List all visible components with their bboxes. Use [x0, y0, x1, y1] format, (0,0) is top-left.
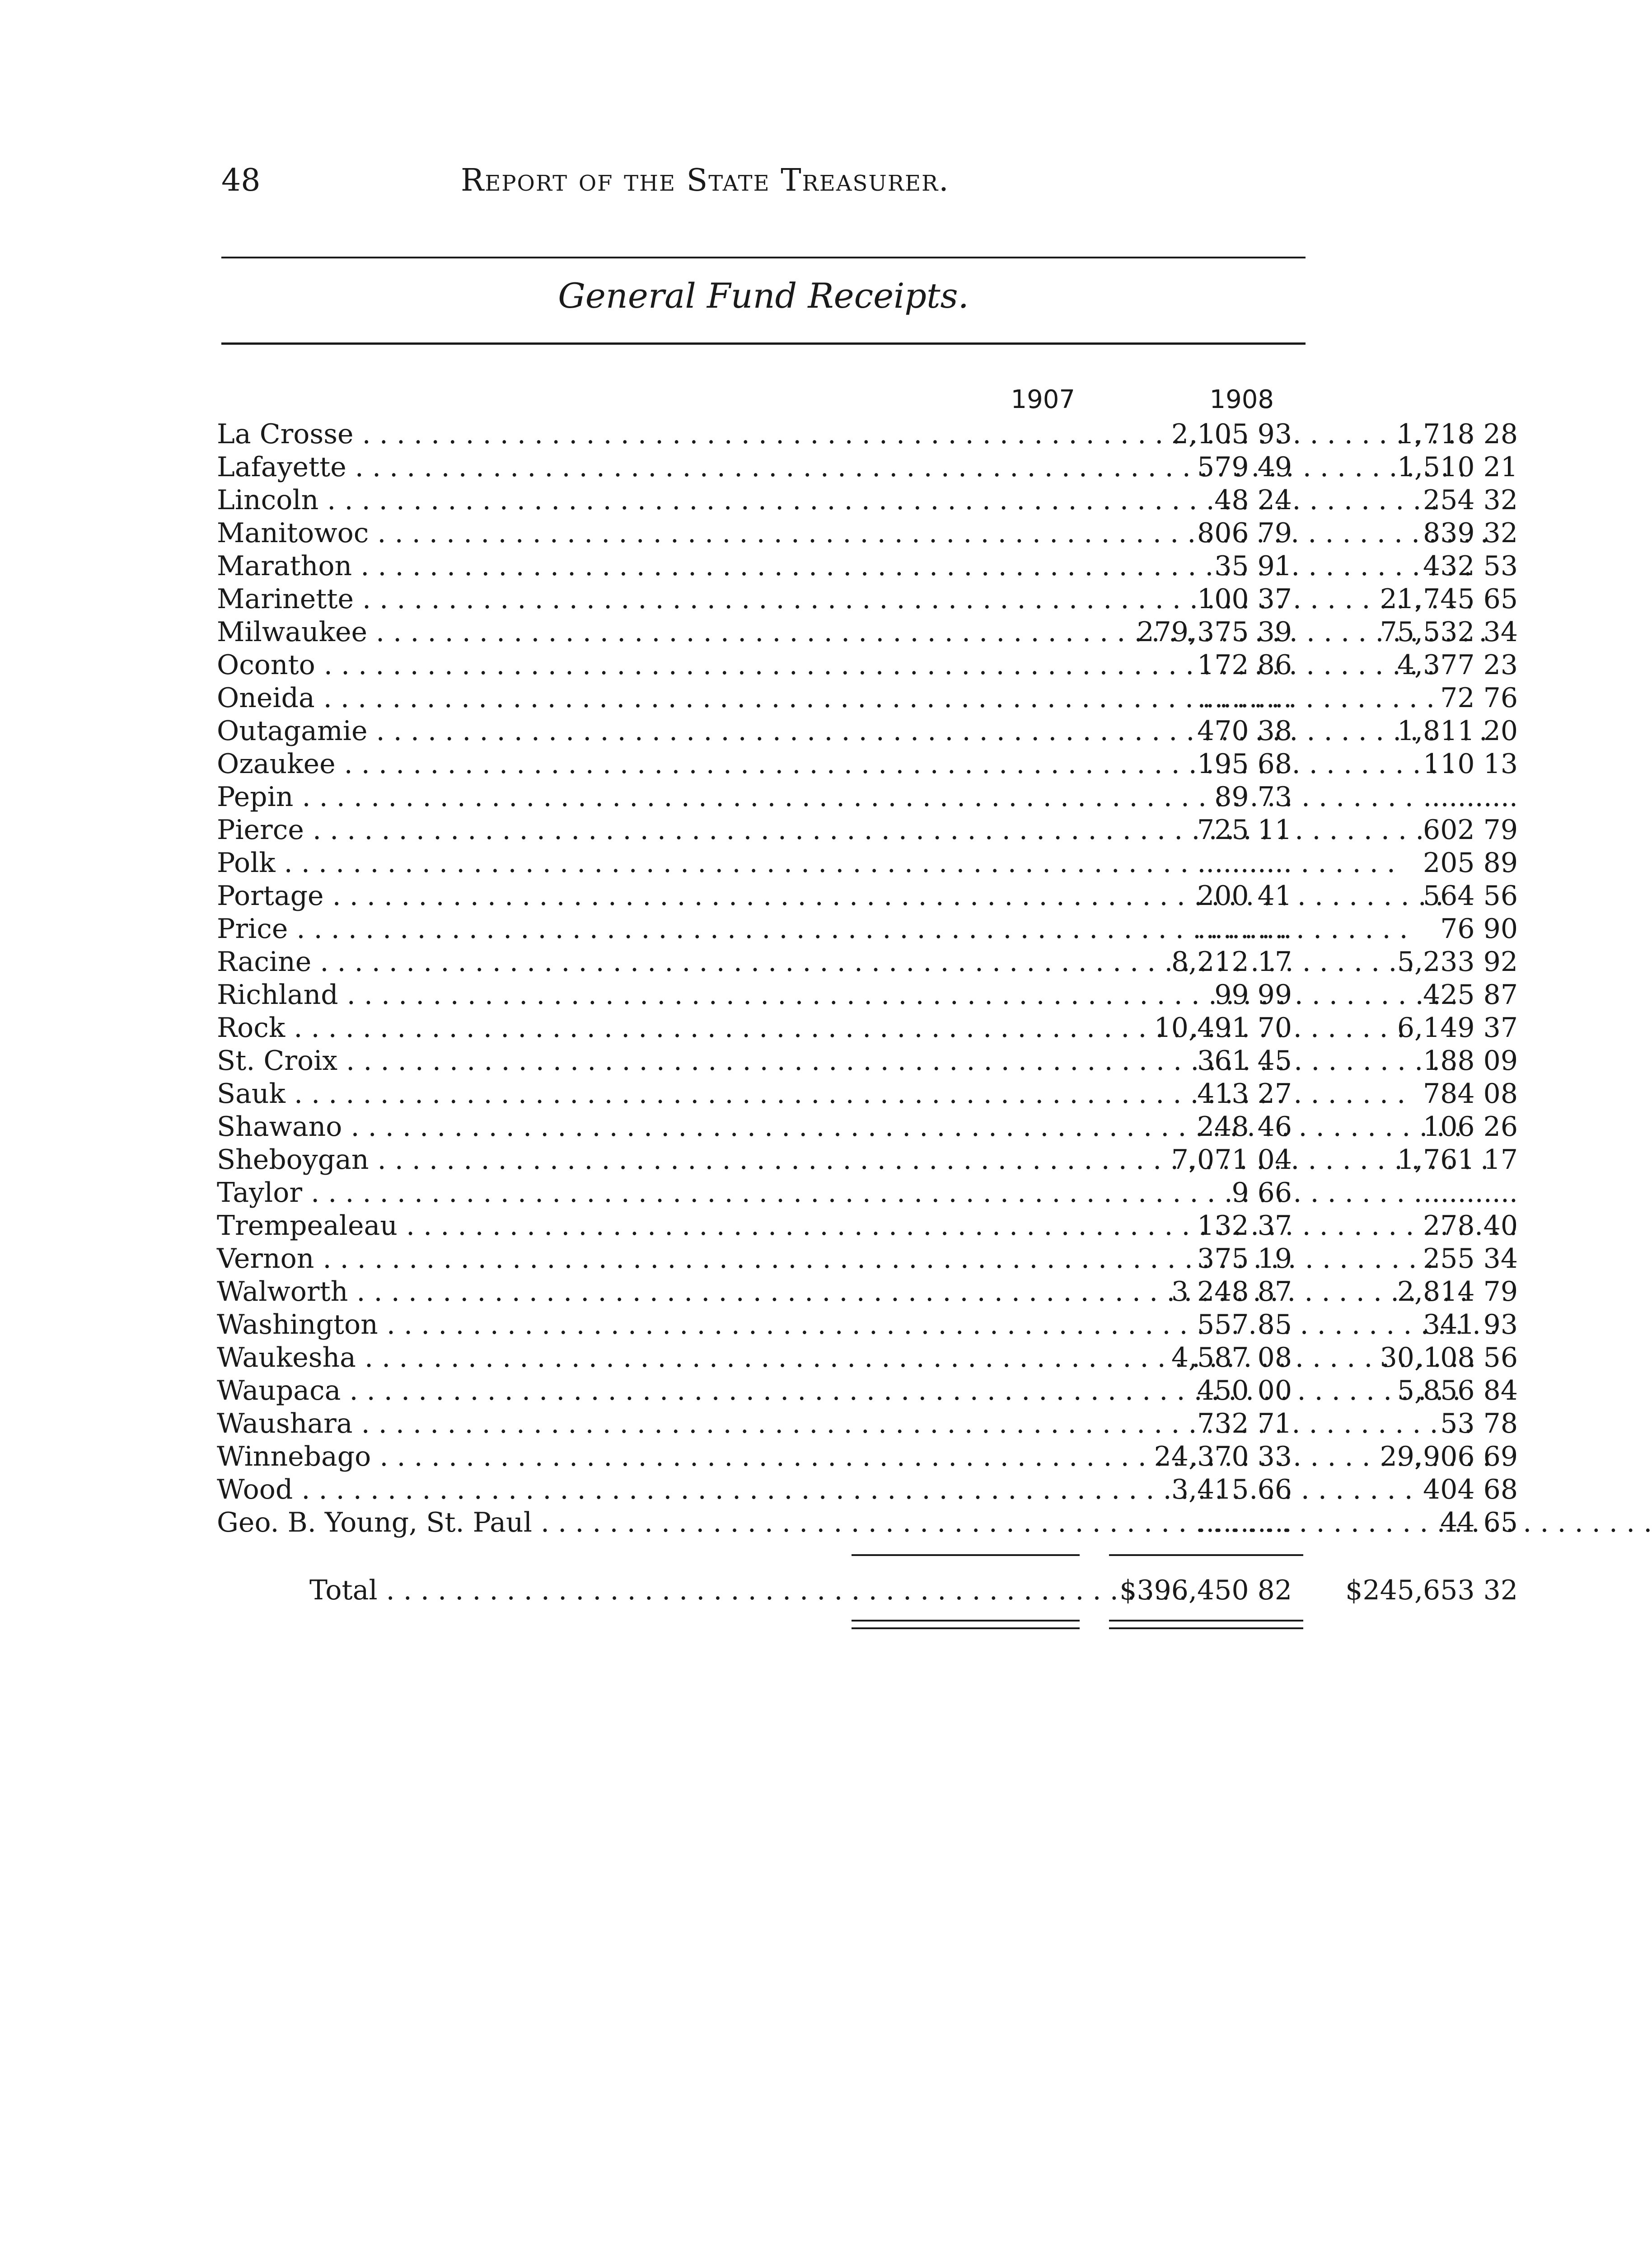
- value-1908: 255 34: [1423, 1243, 1518, 1275]
- county-name: Pepin . . .: [217, 781, 849, 814]
- value-1907: 361 45: [1197, 1045, 1292, 1077]
- title-rule: [221, 342, 1306, 345]
- table-row: [217, 616, 1518, 649]
- value-1907: 195 68: [1197, 748, 1292, 780]
- table-row: [217, 1341, 1518, 1374]
- table-row: [217, 946, 1518, 979]
- county-name: Vernon . . .: [217, 1242, 849, 1275]
- county-name: Winnebago . . .: [217, 1440, 849, 1473]
- table-row: [217, 1012, 1518, 1045]
- value-1908: 278 40: [1423, 1210, 1518, 1242]
- value-1908: 602 79: [1423, 814, 1518, 846]
- double-rule-1908-a: [1109, 1620, 1303, 1622]
- county-name: Shawano . . .: [217, 1111, 849, 1144]
- county-name: Geo. B. Young, St. Paul . . .: [217, 1506, 849, 1539]
- value-1907: 4,587 08: [1171, 1342, 1292, 1373]
- total-rule-1908: [1109, 1554, 1303, 1556]
- value-1907: 99 99: [1214, 979, 1292, 1011]
- county-name: Waukesha . . .: [217, 1341, 849, 1374]
- table-row: [217, 1374, 1518, 1407]
- value-1908: 21,745 65: [1380, 583, 1518, 615]
- table-row: [217, 979, 1518, 1012]
- column-header-1907: 1907: [1011, 385, 1075, 414]
- value-1907: 732 71: [1197, 1408, 1292, 1439]
- table-row: [217, 484, 1518, 517]
- value-1908: 1,811 20: [1397, 715, 1518, 747]
- table-row: [217, 913, 1518, 946]
- value-1908: 425 87: [1423, 979, 1518, 1011]
- county-name: Sheboygan . . .: [217, 1144, 849, 1176]
- value-1907: 8,212 17: [1171, 946, 1292, 978]
- value-1908: 72 76: [1440, 682, 1518, 714]
- county-name: Milwaukee . . .: [217, 616, 849, 649]
- receipts-table: [217, 418, 1518, 1539]
- value-1907: 89 73: [1214, 781, 1292, 813]
- value-1908: 254 32: [1423, 484, 1518, 516]
- county-name: Waupaca . . .: [217, 1374, 849, 1407]
- table-row: [217, 418, 1518, 451]
- value-1908: 432 53: [1423, 550, 1518, 582]
- value-1907: ...........: [1197, 847, 1292, 879]
- table-row: [217, 1506, 1518, 1539]
- table-row: [217, 880, 1518, 913]
- county-name: Oconto . . .: [217, 649, 849, 682]
- value-1908: ...........: [1423, 1177, 1518, 1209]
- value-1907: 725 11: [1197, 814, 1292, 846]
- table-row: [217, 814, 1518, 847]
- county-name: Manitowoc . . .: [217, 517, 849, 550]
- value-1908: 53 78: [1440, 1408, 1518, 1439]
- county-name: Washington . . .: [217, 1308, 849, 1341]
- table-row: [217, 1275, 1518, 1308]
- total-1908: $245,653 32: [1345, 1575, 1518, 1606]
- total-1907: $396,450 82: [1119, 1575, 1292, 1606]
- value-1908: 839 32: [1423, 517, 1518, 549]
- double-rule-1908-b: [1109, 1627, 1303, 1629]
- value-1907: 375 19: [1197, 1243, 1292, 1275]
- county-name: Portage . . .: [217, 880, 849, 913]
- page-header: [221, 160, 1306, 201]
- value-1907: 2,105 93: [1171, 418, 1292, 450]
- value-1907: 248 46: [1197, 1111, 1292, 1143]
- value-1908: 341 93: [1423, 1309, 1518, 1340]
- county-name: Oneida . . .: [217, 682, 849, 715]
- table-row: [217, 1209, 1518, 1242]
- value-1908: 1,761 17: [1397, 1144, 1518, 1176]
- value-1907: 7,071 04: [1171, 1144, 1292, 1176]
- value-1908: 75,532 34: [1380, 616, 1518, 648]
- county-name: Pierce . . .: [217, 814, 849, 847]
- value-1908: 404 68: [1423, 1474, 1518, 1505]
- value-1907: 132 37: [1197, 1210, 1292, 1242]
- value-1907: 35 91: [1214, 550, 1292, 582]
- table-row: [217, 748, 1518, 781]
- table-row: [217, 1111, 1518, 1144]
- running-head: Report of the State Treasurer.: [461, 163, 950, 198]
- value-1908: 6,149 37: [1397, 1012, 1518, 1044]
- value-1908: 30,108 56: [1380, 1342, 1518, 1373]
- county-name: Marathon . . .: [217, 550, 849, 583]
- county-name: Lincoln . . .: [217, 484, 849, 517]
- table-row: [217, 1473, 1518, 1506]
- table-row: [217, 649, 1518, 682]
- table-row: [217, 781, 1518, 814]
- value-1907: 413 27: [1197, 1078, 1292, 1110]
- value-1907: ...........: [1197, 1507, 1292, 1538]
- value-1908: ...........: [1423, 781, 1518, 813]
- county-name: Polk . . .: [217, 847, 849, 880]
- top-rule: [221, 257, 1306, 258]
- county-name: Lafayette . . .: [217, 451, 849, 484]
- value-1907: 48 24: [1214, 484, 1292, 516]
- value-1907: 450 00: [1197, 1375, 1292, 1406]
- table-row: [217, 1078, 1518, 1111]
- value-1907: 3 248 87: [1171, 1276, 1292, 1308]
- value-1908: 188 09: [1423, 1045, 1518, 1077]
- value-1907: 279,375 39: [1137, 616, 1292, 648]
- table-row: [217, 682, 1518, 715]
- county-name: Marinette . . .: [217, 583, 849, 616]
- table-row: [217, 583, 1518, 616]
- table-row: [217, 517, 1518, 550]
- value-1907: 3,415 66: [1171, 1474, 1292, 1505]
- value-1908: 564 56: [1423, 880, 1518, 912]
- county-name: Sauk . . .: [217, 1078, 849, 1111]
- table-row: [217, 847, 1518, 880]
- value-1907: 557 85: [1197, 1309, 1292, 1340]
- value-1908: 2,814 79: [1397, 1276, 1518, 1308]
- table-row: [217, 1308, 1518, 1341]
- value-1908: 5,856 84: [1397, 1375, 1518, 1406]
- value-1907: 200 41: [1197, 880, 1292, 912]
- county-name: Taylor . . .: [217, 1176, 849, 1209]
- section-title: General Fund Receipts.: [558, 276, 969, 316]
- value-1907: 9 66: [1231, 1177, 1292, 1209]
- county-name: Wood . . .: [217, 1473, 849, 1506]
- value-1908: 784 08: [1423, 1078, 1518, 1110]
- table-row: [217, 550, 1518, 583]
- table-row: [217, 1242, 1518, 1275]
- value-1908: 29,906 69: [1380, 1441, 1518, 1472]
- page-number: 48: [221, 163, 261, 198]
- value-1907: ...........: [1197, 682, 1292, 714]
- value-1907: 100 37: [1197, 583, 1292, 615]
- county-name: La Crosse . . .: [217, 418, 849, 451]
- county-name: Price . . .: [217, 913, 849, 946]
- table-row: [217, 715, 1518, 748]
- value-1908: 106 26: [1423, 1111, 1518, 1143]
- value-1907: 470 38: [1197, 715, 1292, 747]
- county-name: Ozaukee . . .: [217, 748, 849, 781]
- column-header-1908: 1908: [1209, 385, 1274, 414]
- total-rule-1907: [852, 1554, 1080, 1556]
- total-label: Total . . .: [309, 1570, 852, 1611]
- value-1908: 1,510 21: [1397, 451, 1518, 483]
- value-1907: 24,370 33: [1154, 1441, 1292, 1472]
- value-1907: 172 86: [1197, 649, 1292, 681]
- table-row: [217, 451, 1518, 484]
- value-1908: 205 89: [1423, 847, 1518, 879]
- total-row: [217, 1570, 1518, 1611]
- county-name: Walworth . . .: [217, 1275, 849, 1308]
- county-name: Rock . . .: [217, 1012, 849, 1045]
- value-1908: 76 90: [1440, 913, 1518, 945]
- county-name: Outagamie . . .: [217, 715, 849, 748]
- table-row: [217, 1045, 1518, 1078]
- value-1908: 110 13: [1423, 748, 1518, 780]
- value-1908: 1,718 28: [1397, 418, 1518, 450]
- double-rule-1907-a: [852, 1620, 1080, 1622]
- county-name: St. Croix . . .: [217, 1045, 849, 1078]
- value-1907: ...........: [1197, 913, 1292, 945]
- county-name: Waushara . . .: [217, 1407, 849, 1440]
- value-1907: 579 49: [1197, 451, 1292, 483]
- table-row: [217, 1144, 1518, 1176]
- county-name: Trempealeau . . .: [217, 1209, 849, 1242]
- table-row: [217, 1407, 1518, 1440]
- county-name: Richland . . .: [217, 979, 849, 1012]
- value-1908: 4,377 23: [1397, 649, 1518, 681]
- table-row: [217, 1176, 1518, 1209]
- table-row: [217, 1440, 1518, 1473]
- county-name: Racine . . .: [217, 946, 849, 979]
- value-1907: 10,491 70: [1154, 1012, 1292, 1044]
- value-1908: 44 65: [1440, 1507, 1518, 1538]
- value-1908: 5,233 92: [1397, 946, 1518, 978]
- value-1907: 806 79: [1197, 517, 1292, 549]
- double-rule-1907-b: [852, 1627, 1080, 1629]
